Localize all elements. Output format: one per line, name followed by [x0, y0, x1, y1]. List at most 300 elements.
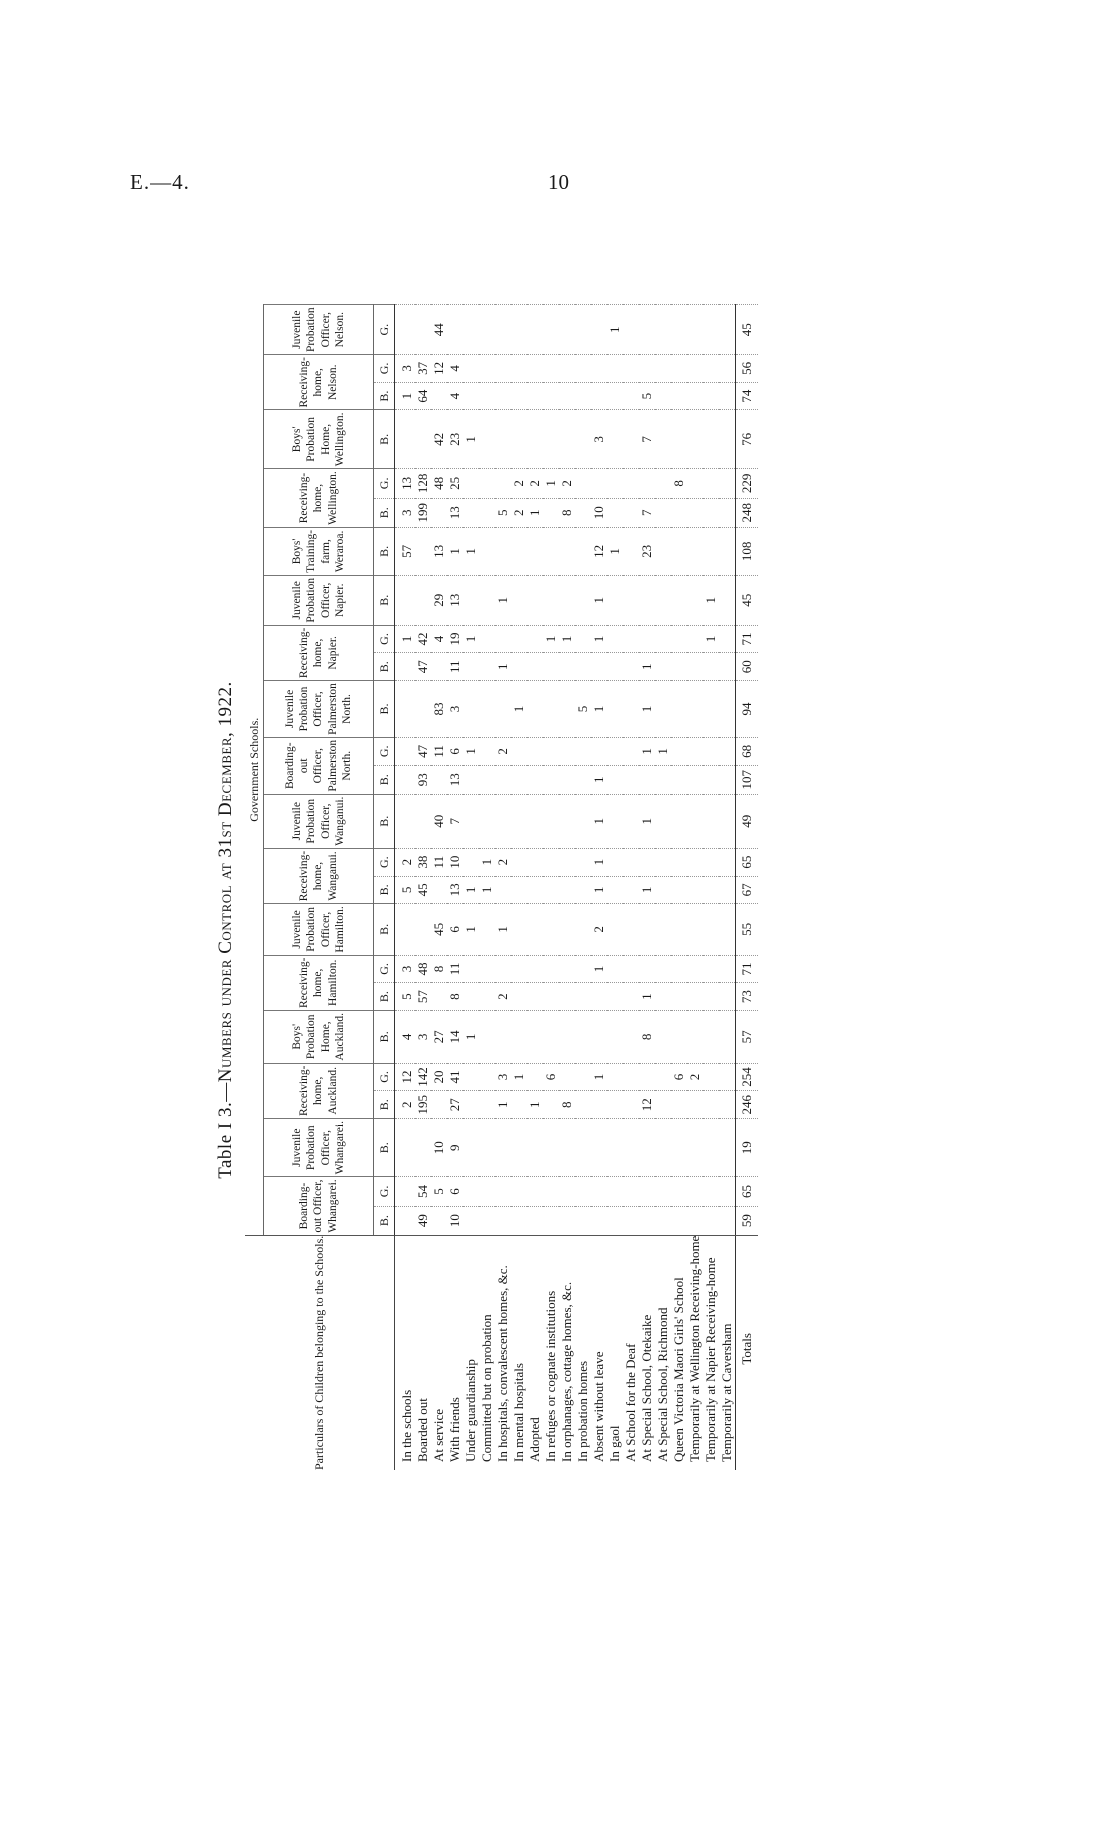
page-reference: E.—4.: [130, 170, 190, 194]
cell-value: 8: [559, 1091, 575, 1119]
cell-value: [479, 1119, 495, 1177]
cell-value: [719, 955, 736, 983]
cell-value: [511, 382, 527, 410]
cell-value: [703, 955, 719, 983]
row-label: Queen Victoria Maori Girls' School: [671, 1235, 687, 1470]
cell-value: [687, 355, 703, 383]
cell-value: [655, 1119, 671, 1177]
cell-value: [511, 653, 527, 681]
cell-value: [559, 904, 575, 955]
cell-value: [623, 653, 639, 681]
cell-value: 1: [463, 527, 479, 575]
cell-value: [543, 1011, 559, 1064]
cell-value: 45: [415, 876, 431, 904]
cell-value: [495, 382, 511, 410]
cell-value: [543, 904, 559, 955]
cell-value: [559, 1206, 575, 1235]
cell-value: [623, 1206, 639, 1235]
cell-value: [607, 1177, 623, 1206]
cell-value: [463, 1063, 479, 1091]
cell-value: [559, 765, 575, 794]
total-value: 57: [736, 1011, 759, 1064]
cell-value: [575, 1091, 591, 1119]
cell-value: [703, 681, 719, 738]
total-value: 65: [736, 848, 759, 876]
total-value: 76: [736, 410, 759, 469]
cell-value: [639, 1177, 655, 1206]
sex-heading: B.: [374, 794, 395, 848]
cell-value: [395, 765, 416, 794]
cell-value: 10: [591, 498, 607, 527]
cell-value: 83: [431, 681, 447, 738]
cell-value: [575, 527, 591, 575]
table-row: [431, 305, 447, 1470]
total-value: 67: [736, 876, 759, 904]
row-label: Under guardianship: [463, 1235, 479, 1470]
cell-value: [479, 737, 495, 765]
cell-value: [655, 355, 671, 383]
cell-value: [575, 1177, 591, 1206]
cell-value: 13: [447, 498, 463, 527]
cell-value: [639, 625, 655, 653]
cell-value: 1: [395, 382, 416, 410]
cell-value: [543, 876, 559, 904]
cell-value: 1: [447, 527, 463, 575]
cell-value: [511, 1206, 527, 1235]
cell-value: [623, 305, 639, 355]
sex-heading: B.: [374, 681, 395, 738]
cell-value: [543, 653, 559, 681]
cell-value: 1: [639, 794, 655, 848]
cell-value: [607, 765, 623, 794]
cell-value: [703, 1011, 719, 1064]
table-row: [591, 305, 607, 1470]
cell-value: [395, 1177, 416, 1206]
cell-value: [623, 469, 639, 498]
cell-value: 10: [447, 848, 463, 876]
cell-value: 3: [447, 681, 463, 738]
cell-value: [527, 955, 543, 983]
cell-value: [655, 625, 671, 653]
cell-value: [607, 1091, 623, 1119]
row-label: Absent without leave: [591, 1235, 607, 1470]
cell-value: 57: [395, 527, 416, 575]
cell-value: [687, 737, 703, 765]
cell-value: [575, 955, 591, 983]
cell-value: 12: [591, 527, 607, 575]
cell-value: [639, 469, 655, 498]
cell-value: [623, 575, 639, 625]
cell-value: [463, 305, 479, 355]
cell-value: 42: [431, 410, 447, 469]
cell-value: [395, 575, 416, 625]
cell-value: 1: [463, 410, 479, 469]
cell-value: 1: [543, 469, 559, 498]
cell-value: [479, 382, 495, 410]
cell-value: [671, 382, 687, 410]
row-label: With friends: [447, 1235, 463, 1470]
cell-value: [479, 1011, 495, 1064]
cell-value: [463, 955, 479, 983]
cell-value: 3: [395, 355, 416, 383]
cell-value: [395, 681, 416, 738]
cell-value: [703, 305, 719, 355]
cell-value: [479, 575, 495, 625]
cell-value: [671, 955, 687, 983]
cell-value: [575, 848, 591, 876]
sex-heading: G.: [374, 848, 395, 876]
cell-value: [719, 1177, 736, 1206]
cell-value: [607, 794, 623, 848]
cell-value: [591, 382, 607, 410]
cell-value: [415, 681, 431, 738]
cell-value: [591, 1091, 607, 1119]
cell-value: [495, 410, 511, 469]
cell-value: [479, 1063, 495, 1091]
cell-value: 5: [575, 681, 591, 738]
cell-value: [655, 681, 671, 738]
sex-heading: B.: [374, 653, 395, 681]
cell-value: [623, 681, 639, 738]
cell-value: 1: [639, 983, 655, 1011]
table-row: [415, 305, 431, 1470]
cell-value: 6: [447, 737, 463, 765]
cell-value: [655, 1206, 671, 1235]
cell-value: [495, 305, 511, 355]
sex-heading: B.: [374, 1091, 395, 1119]
cell-value: [607, 469, 623, 498]
table-row: [607, 305, 623, 1470]
cell-value: [575, 876, 591, 904]
cell-value: [671, 983, 687, 1011]
particulars-heading: Particulars of Children belonging to the Schools.: [245, 1235, 395, 1470]
cell-value: [671, 737, 687, 765]
cell-value: [719, 765, 736, 794]
cell-value: [719, 382, 736, 410]
cell-value: [495, 1119, 511, 1177]
table-row: [623, 305, 639, 1470]
cell-value: [607, 1011, 623, 1064]
cell-value: [431, 498, 447, 527]
cell-value: [575, 575, 591, 625]
cell-value: [671, 1091, 687, 1119]
cell-value: [575, 983, 591, 1011]
total-value: 45: [736, 575, 759, 625]
cell-value: [511, 848, 527, 876]
cell-value: [463, 1091, 479, 1119]
cell-value: 1: [591, 681, 607, 738]
table-title: [215, 540, 237, 1320]
cell-value: [543, 765, 559, 794]
cell-value: [495, 681, 511, 738]
cell-value: [527, 983, 543, 1011]
cell-value: [479, 1091, 495, 1119]
cell-value: [527, 355, 543, 383]
cell-value: [703, 527, 719, 575]
cell-value: [479, 355, 495, 383]
cell-value: 4: [395, 1011, 416, 1064]
table-row: [575, 305, 591, 1470]
cell-value: [607, 1119, 623, 1177]
cell-value: [687, 625, 703, 653]
cell-value: [479, 904, 495, 955]
cell-value: [655, 876, 671, 904]
cell-value: [543, 1177, 559, 1206]
total-value: 73: [736, 983, 759, 1011]
cell-value: [623, 1011, 639, 1064]
cell-value: [431, 876, 447, 904]
cell-value: 3: [591, 410, 607, 469]
table-row: [639, 305, 655, 1470]
cell-value: [527, 737, 543, 765]
cell-value: [655, 1091, 671, 1119]
cell-value: [463, 653, 479, 681]
cell-value: [655, 469, 671, 498]
cell-value: [591, 355, 607, 383]
cell-value: [511, 410, 527, 469]
column-heading: Juvenile Probation Officer, Palmerston North.: [264, 681, 374, 738]
cell-value: [703, 653, 719, 681]
cell-value: 1: [463, 876, 479, 904]
column-heading: Receiving-home, Hamilton.: [264, 955, 374, 1010]
cell-value: [543, 410, 559, 469]
cell-value: 2: [395, 1091, 416, 1119]
cell-value: [431, 1091, 447, 1119]
cell-value: 1: [511, 1063, 527, 1091]
total-value: 248: [736, 498, 759, 527]
cell-value: [719, 469, 736, 498]
cell-value: [559, 382, 575, 410]
cell-value: [463, 681, 479, 738]
cell-value: [639, 305, 655, 355]
cell-value: [591, 983, 607, 1011]
cell-value: [511, 625, 527, 653]
cell-value: 1: [591, 575, 607, 625]
cell-value: [687, 469, 703, 498]
sex-heading: G.: [374, 469, 395, 498]
cell-value: [575, 1119, 591, 1177]
total-value: 108: [736, 527, 759, 575]
cell-value: 12: [431, 355, 447, 383]
cell-value: [703, 1119, 719, 1177]
cell-value: 11: [447, 955, 463, 983]
cell-value: [431, 653, 447, 681]
cell-value: [527, 382, 543, 410]
cell-value: [559, 1063, 575, 1091]
cell-value: [543, 498, 559, 527]
cell-value: 2: [495, 983, 511, 1011]
cell-value: [463, 848, 479, 876]
sex-heading: B.: [374, 1011, 395, 1064]
table-row: [559, 305, 575, 1470]
cell-value: 1: [591, 765, 607, 794]
cell-value: [495, 876, 511, 904]
cell-value: [639, 955, 655, 983]
cell-value: 9: [447, 1119, 463, 1177]
cell-value: [559, 794, 575, 848]
cell-value: [671, 1177, 687, 1206]
cell-value: [415, 794, 431, 848]
cell-value: [623, 382, 639, 410]
row-label: Temporarily at Wellington Receiving-home: [687, 1235, 703, 1470]
cell-value: [559, 305, 575, 355]
cell-value: 11: [431, 737, 447, 765]
cell-value: 8: [559, 498, 575, 527]
cell-value: [687, 1119, 703, 1177]
cell-value: 29: [431, 575, 447, 625]
cell-value: [463, 575, 479, 625]
cell-value: [703, 498, 719, 527]
cell-value: [655, 305, 671, 355]
cell-value: 5: [431, 1177, 447, 1206]
cell-value: 1: [479, 876, 495, 904]
row-label: In mental hospitals: [511, 1235, 527, 1470]
cell-value: [575, 625, 591, 653]
cell-value: [687, 575, 703, 625]
cell-value: [607, 355, 623, 383]
cell-value: [395, 904, 416, 955]
cell-value: [431, 1206, 447, 1235]
cell-value: 37: [415, 355, 431, 383]
cell-value: 1: [511, 681, 527, 738]
cell-value: [395, 1206, 416, 1235]
column-heading: Receiving-home, Nelson.: [264, 355, 374, 410]
cell-value: [655, 653, 671, 681]
cell-value: [591, 1119, 607, 1177]
cell-value: [511, 527, 527, 575]
cell-value: [703, 355, 719, 383]
cell-value: [479, 1177, 495, 1206]
cell-value: [527, 848, 543, 876]
cell-value: [671, 1119, 687, 1177]
cell-value: [607, 737, 623, 765]
cell-value: [575, 653, 591, 681]
cell-value: [495, 1206, 511, 1235]
cell-value: [591, 737, 607, 765]
cell-value: [719, 794, 736, 848]
cell-value: [591, 469, 607, 498]
cell-value: [719, 904, 736, 955]
cell-value: [527, 625, 543, 653]
cell-value: [495, 355, 511, 383]
cell-value: [591, 1206, 607, 1235]
cell-value: [543, 681, 559, 738]
cell-value: [655, 794, 671, 848]
cell-value: [511, 355, 527, 383]
cell-value: [511, 794, 527, 848]
cell-value: [623, 876, 639, 904]
cell-value: [575, 904, 591, 955]
cell-value: [479, 469, 495, 498]
cell-value: [703, 1206, 719, 1235]
cell-value: 2: [591, 904, 607, 955]
cell-value: [559, 527, 575, 575]
cell-value: [431, 983, 447, 1011]
cell-value: [527, 527, 543, 575]
sex-heading: B.: [374, 410, 395, 469]
cell-value: [463, 498, 479, 527]
cell-value: 1: [463, 625, 479, 653]
cell-value: [687, 955, 703, 983]
cell-value: 1: [591, 955, 607, 983]
sex-heading: G.: [374, 305, 395, 355]
cell-value: [527, 876, 543, 904]
cell-value: [639, 1063, 655, 1091]
cell-value: [719, 681, 736, 738]
cell-value: [671, 305, 687, 355]
cell-value: 2: [559, 469, 575, 498]
cell-value: [543, 955, 559, 983]
column-heading: Receiving-home, Auckland.: [264, 1063, 374, 1118]
cell-value: [463, 1177, 479, 1206]
cell-value: 128: [415, 469, 431, 498]
cell-value: 2: [527, 469, 543, 498]
cell-value: [623, 498, 639, 527]
cell-value: [415, 305, 431, 355]
cell-value: [543, 848, 559, 876]
cell-value: [719, 1119, 736, 1177]
row-label: In probation homes: [575, 1235, 591, 1470]
cell-value: 13: [447, 765, 463, 794]
cell-value: [495, 625, 511, 653]
cell-value: [415, 410, 431, 469]
cell-value: 27: [431, 1011, 447, 1064]
cell-value: [575, 498, 591, 527]
cell-value: [511, 1119, 527, 1177]
cell-value: [655, 382, 671, 410]
cell-value: [719, 305, 736, 355]
cell-value: [671, 410, 687, 469]
cell-value: 1: [495, 904, 511, 955]
total-value: 254: [736, 1063, 759, 1091]
cell-value: 142: [415, 1063, 431, 1091]
cell-value: 1: [591, 625, 607, 653]
cell-value: 11: [431, 848, 447, 876]
cell-value: [703, 410, 719, 469]
cell-value: [687, 305, 703, 355]
cell-value: 25: [447, 469, 463, 498]
total-value: 55: [736, 904, 759, 955]
cell-value: [511, 876, 527, 904]
control-numbers-table: [245, 304, 758, 1470]
column-heading: Juvenile Probation Officer, Nelson.: [264, 305, 374, 355]
cell-value: 5: [639, 382, 655, 410]
cell-value: [671, 681, 687, 738]
cell-value: [479, 983, 495, 1011]
cell-value: [511, 1011, 527, 1064]
cell-value: 1: [591, 1063, 607, 1091]
cell-value: [623, 410, 639, 469]
cell-value: [623, 1177, 639, 1206]
cell-value: [591, 1011, 607, 1064]
cell-value: [431, 382, 447, 410]
table-row: [671, 305, 687, 1470]
cell-value: 1: [639, 876, 655, 904]
cell-value: [623, 794, 639, 848]
cell-value: [703, 876, 719, 904]
cell-value: [703, 737, 719, 765]
cell-value: [719, 983, 736, 1011]
cell-value: [575, 1206, 591, 1235]
cell-value: [719, 355, 736, 383]
table-row: [687, 305, 703, 1470]
cell-value: [703, 765, 719, 794]
cell-value: [639, 355, 655, 383]
cell-value: [527, 681, 543, 738]
cell-value: [671, 355, 687, 383]
cell-value: 5: [395, 983, 416, 1011]
cell-value: [719, 625, 736, 653]
